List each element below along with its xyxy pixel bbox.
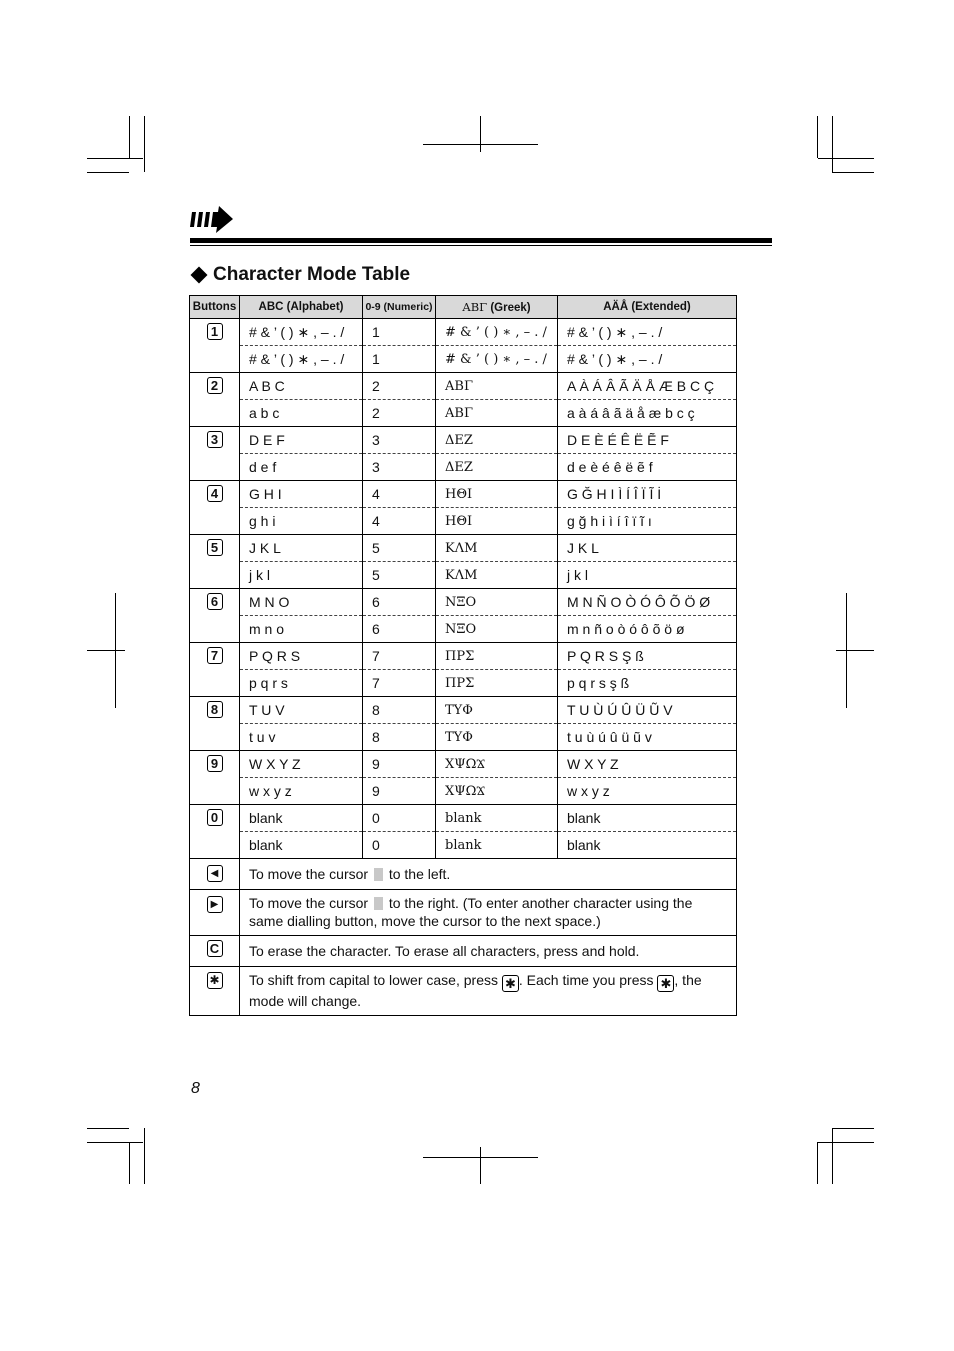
greek-cell: ΚΛΜ (436, 535, 558, 562)
dial-button-cell (190, 643, 240, 697)
alphabet-cell: A B C (240, 373, 363, 400)
table-row (190, 319, 737, 346)
extended-cell: j k l (558, 562, 737, 589)
numeric-cell: 7 (363, 670, 436, 697)
cursor-block-icon (374, 897, 383, 910)
alphabet-cell: # & ’ ( ) ∗ , – . / (240, 346, 363, 373)
dial-button-cell (190, 805, 240, 859)
alphabet-cell: # & ’ ( ) ∗ , – . / (240, 319, 363, 346)
numeric-cell: 5 (363, 562, 436, 589)
dial-button-cell (190, 427, 240, 481)
numeric-cell: 4 (363, 508, 436, 535)
greek-cell: ΧΨΩϪ (436, 778, 558, 805)
greek-cell: ΠΡΣ (436, 670, 558, 697)
star-key-icon: ✱ (502, 975, 519, 992)
greek-cell: ΑΒΓ (436, 400, 558, 427)
dial-key-icon: 0 (207, 809, 223, 826)
extended-cell: d e è é ê ë ẽ f (558, 454, 737, 481)
table-row (190, 670, 737, 697)
numeric-cell: 1 (363, 346, 436, 373)
dial-key-icon: 6 (207, 593, 223, 610)
header-rule (190, 238, 772, 243)
numeric-cell: 9 (363, 751, 436, 778)
table-header-row (190, 296, 737, 319)
table-row (190, 427, 737, 454)
alphabet-cell: t u v (240, 724, 363, 751)
alphabet-cell: p q r s (240, 670, 363, 697)
dial-key-icon: 2 (207, 377, 223, 394)
extended-cell: w x y z (558, 778, 737, 805)
numeric-cell: 0 (363, 832, 436, 859)
clear-key-description: To erase the character. To erase all characters, press and hold. (240, 936, 737, 967)
alphabet-cell: m n o (240, 616, 363, 643)
right-key-description: To move the cursor to the right. (To enter another character using the same dialling button, move the cursor to the next space.) (240, 890, 737, 936)
alphabet-cell: blank (240, 832, 363, 859)
extended-cell: blank (558, 805, 737, 832)
clear-key-icon: C (207, 940, 223, 957)
greek-cell: # & ’ ( ) ∗ , – . / (436, 346, 558, 373)
numeric-cell: 1 (363, 319, 436, 346)
left-key (190, 859, 240, 890)
dial-button-cell (190, 373, 240, 427)
greek-cell: # & ’ ( ) ∗ , – . / (436, 319, 558, 346)
numeric-cell: 2 (363, 400, 436, 427)
numeric-cell: 4 (363, 481, 436, 508)
extended-cell: W X Y Z (558, 751, 737, 778)
table-row (190, 805, 737, 832)
dial-button-cell (190, 481, 240, 535)
greek-cell: ΚΛΜ (436, 562, 558, 589)
star-key (190, 967, 240, 1016)
star-key-description: To shift from capital to lower case, press ✱ . Each time you press ✱ , the mode will change. (240, 967, 737, 1016)
greek-cell: ΑΒΓ (436, 373, 558, 400)
numeric-cell: 3 (363, 454, 436, 481)
extended-cell: a à á â ã ä å æ b c ç (558, 400, 737, 427)
numeric-cell: 0 (363, 805, 436, 832)
continue-arrow-icon (190, 206, 236, 234)
greek-cell: ΗΘΙ (436, 508, 558, 535)
extended-cell: T U Ù Ú Û Ü Ũ V (558, 697, 737, 724)
alphabet-cell: d e f (240, 454, 363, 481)
numeric-cell: 2 (363, 373, 436, 400)
dial-button-cell (190, 535, 240, 589)
header-numeric: 0-9 (Numeric) (363, 296, 436, 319)
table-row (190, 373, 737, 400)
dial-key-icon: 3 (207, 431, 223, 448)
table-row (190, 778, 737, 805)
numeric-cell: 3 (363, 427, 436, 454)
left-key-description: To move the cursor to the left. (240, 859, 737, 890)
table-row (190, 346, 737, 373)
greek-cell: ΔΕΖ (436, 427, 558, 454)
extended-cell: M N Ñ O Ò Ó Ô Õ Ö Ø (558, 589, 737, 616)
dial-key-icon: 5 (207, 539, 223, 556)
extended-cell: g ğ h i ì í î ï ĩ ı (558, 508, 737, 535)
extended-cell: J K L (558, 535, 737, 562)
left-arrow-icon: ◀ (207, 865, 223, 882)
star-key-icon: ✱ (657, 975, 674, 992)
table-row (190, 643, 737, 670)
page-number: 8 (191, 1080, 200, 1097)
dial-key-icon: 1 (207, 323, 223, 340)
alphabet-cell: G H I (240, 481, 363, 508)
numeric-cell: 8 (363, 697, 436, 724)
function-row-clear (190, 936, 737, 967)
extended-cell: G Ğ H I Ì Í Î Ï Ĩ İ (558, 481, 737, 508)
extended-cell: p q r s ş ß (558, 670, 737, 697)
alphabet-cell: w x y z (240, 778, 363, 805)
table-row (190, 589, 737, 616)
table-row (190, 535, 737, 562)
greek-cell: ΤΥΦ (436, 697, 558, 724)
extended-cell: # & ’ ( ) ∗ , – . / (558, 346, 737, 373)
alphabet-cell: W X Y Z (240, 751, 363, 778)
numeric-cell: 9 (363, 778, 436, 805)
greek-cell: ΧΨΩϪ (436, 751, 558, 778)
function-row-right (190, 890, 737, 936)
function-row-left (190, 859, 737, 890)
section-title-text: Character Mode Table (213, 264, 411, 285)
extended-cell: D E È É Ê Ë Ẽ F (558, 427, 737, 454)
greek-cell: ΗΘΙ (436, 481, 558, 508)
greek-cell: ΔΕΖ (436, 454, 558, 481)
header-alphabet: ABC (Alphabet) (240, 296, 363, 319)
alphabet-cell: J K L (240, 535, 363, 562)
right-arrow-icon: ▶ (207, 896, 223, 913)
table-row (190, 400, 737, 427)
numeric-cell: 6 (363, 616, 436, 643)
dial-key-icon: 4 (207, 485, 223, 502)
dial-key-icon: 8 (207, 701, 223, 718)
extended-cell: t u ù ú û ü ũ v (558, 724, 737, 751)
table-row (190, 454, 737, 481)
table-row (190, 562, 737, 589)
table-row (190, 481, 737, 508)
table-row (190, 508, 737, 535)
dial-button-cell (190, 697, 240, 751)
right-key (190, 890, 240, 936)
function-row-star (190, 967, 737, 1016)
table-row (190, 616, 737, 643)
table-row (190, 697, 737, 724)
greek-cell: ΝΞΟ (436, 616, 558, 643)
dial-button-cell (190, 319, 240, 373)
diamond-bullet-icon (191, 267, 208, 284)
star-key-icon: ✱ (207, 972, 223, 989)
alphabet-cell: M N O (240, 589, 363, 616)
greek-cell: ΝΞΟ (436, 589, 558, 616)
header-rule-thin (190, 245, 772, 246)
character-mode-table (189, 295, 737, 1016)
alphabet-cell: j k l (240, 562, 363, 589)
greek-cell: blank (436, 805, 558, 832)
numeric-cell: 5 (363, 535, 436, 562)
extended-cell: A À Á Â Ã Ä Å Æ B C Ç (558, 373, 737, 400)
alphabet-cell: g h i (240, 508, 363, 535)
section-title (190, 264, 410, 286)
greek-cell: blank (436, 832, 558, 859)
dial-button-cell (190, 589, 240, 643)
numeric-cell: 6 (363, 589, 436, 616)
alphabet-cell: a b c (240, 400, 363, 427)
dial-button-cell (190, 751, 240, 805)
table-row (190, 751, 737, 778)
greek-cell: ΤΥΦ (436, 724, 558, 751)
extended-cell: P Q R S Ş ß (558, 643, 737, 670)
cursor-block-icon (374, 868, 383, 881)
extended-cell: blank (558, 832, 737, 859)
alphabet-cell: blank (240, 805, 363, 832)
dial-key-icon: 7 (207, 647, 223, 664)
greek-cell: ΠΡΣ (436, 643, 558, 670)
dial-key-icon: 9 (207, 755, 223, 772)
header-greek: ΑΒΓ (Greek) (436, 296, 558, 319)
table-row (190, 724, 737, 751)
numeric-cell: 7 (363, 643, 436, 670)
table-row (190, 832, 737, 859)
header-buttons: Buttons (190, 296, 240, 319)
alphabet-cell: D E F (240, 427, 363, 454)
clear-key (190, 936, 240, 967)
alphabet-cell: P Q R S (240, 643, 363, 670)
extended-cell: m n ñ o ò ó ô õ ö ø (558, 616, 737, 643)
extended-cell: # & ’ ( ) ∗ , – . / (558, 319, 737, 346)
numeric-cell: 8 (363, 724, 436, 751)
alphabet-cell: T U V (240, 697, 363, 724)
header-extended: AÄÅ (Extended) (558, 296, 737, 319)
